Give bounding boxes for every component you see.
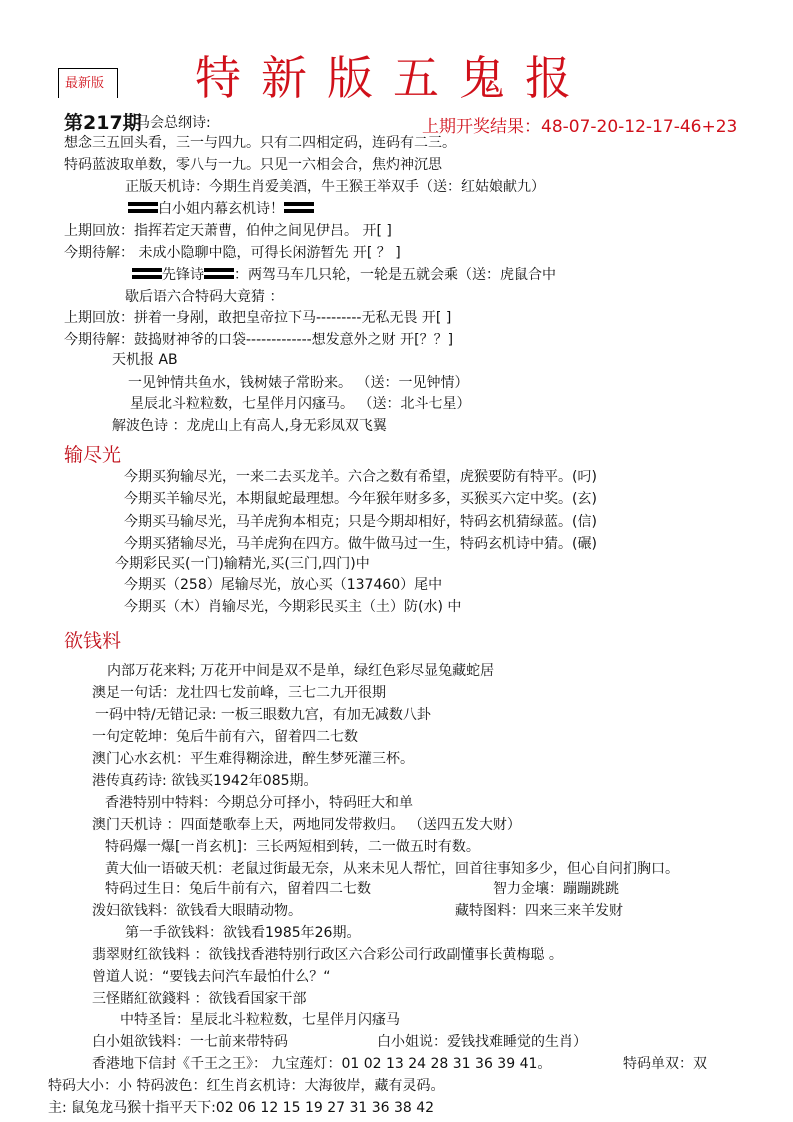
bars-icon — [132, 268, 162, 280]
text-line: 智力金壤：蹦蹦跳跳 — [493, 881, 619, 897]
line-text: 白小姐内幕玄机诗！ — [158, 201, 284, 217]
text-line: 第一手欲钱料：欲钱看1985年26期。 — [125, 925, 361, 941]
text-line: 今期待解： 未成小隐聊中隐，可得长闲游暂先 开[ ？ ] — [64, 245, 401, 261]
text-line: 中特圣旨：星辰北斗粒粒数，七星伴月闪瘙马 — [120, 1012, 400, 1028]
issue-number: 第217期 — [64, 112, 142, 134]
text-line: 澳门心水玄机：平生难得糊涂进，醉生梦死灌三杯。 — [92, 751, 414, 767]
section-title-lose-all: 输尽光 — [64, 444, 122, 466]
text-line: 一见钟情共鱼水，钱树婊子常盼来。 （送：一见钟情） — [128, 375, 469, 391]
text-line: 正版天机诗：今期生肖爱美酒，牛王猴王举双手（送：红姑娘献九） — [125, 179, 545, 195]
text-line: 特码单双：双 — [623, 1056, 707, 1072]
bars-icon — [284, 202, 314, 214]
text-line: 今期买（木）肖输尽光，今期彩民买主（土）防(水) 中 — [124, 599, 462, 615]
text-line: 白小姐欲钱料：一七前来带特码 — [92, 1034, 288, 1050]
text-line: 今期彩民买(一门)输精光,买(三门,四门)中 — [115, 556, 370, 572]
text-line: 港传真药诗: 欲钱买1942年085期。 — [92, 773, 318, 789]
text-line: 曾道人说：“要钱去问汽车最怕什么？“ — [92, 969, 331, 985]
line-text: 先锋诗 — [162, 267, 204, 283]
text-line: 一句定乾坤：兔后牛前有六，留着四二七数 — [92, 729, 358, 745]
section-title-money-tips: 欲钱料 — [64, 630, 122, 652]
text-line: 特码蓝波取单数，零八与一九。只见一六相会合，焦灼神沉思 — [64, 157, 442, 173]
text-line: 黄大仙一语破天机：老鼠过街最无奈，从来未见人帮忙，回首往事知多少，但心自问扪胸口。 — [105, 861, 679, 877]
text-line: 今期待解：鼓捣财神爷的口袋-------------想发意外之财 开[？？] — [64, 332, 454, 348]
text-line: 特码爆一爆[一肖玄机]：三长两短相到转，二一做五时有数。 — [105, 839, 480, 855]
text-line: 特码大小：小 特码波色：红生肖玄机诗：大海彼岸，藏有灵码。 — [48, 1078, 445, 1094]
text-line: 解波色诗 ：龙虎山上有高人,身无彩凤双飞翼 — [112, 418, 387, 434]
text-line: 一码中特/无错记录: 一板三眼数九宫，有加无减数八卦 — [95, 707, 431, 723]
last-draw-result: 上期开奖结果：48-07-20-12-17-46+23 — [422, 117, 738, 137]
text-line: 泼妇欲钱料：欲钱看大眼睛动物。 — [92, 903, 302, 919]
line-text: ：两驾马车几只轮，一轮是五就会乘（送：虎鼠合中 — [234, 267, 556, 283]
latest-edition-badge: 最新版 — [58, 68, 118, 98]
text-line: 澳足一句话：龙壮四七发前峰，三七二九开很期 — [92, 685, 386, 701]
text-line: 上期回放：拼着一身剐，敢把皇帝拉下马---------无私无畏 开[ ] — [64, 310, 452, 326]
page-title: 特新版五鬼报 — [195, 51, 591, 105]
text-line: 香港地下信封《千王之王》： 九宝莲灯：01 02 13 24 28 31 36 39 41。 — [92, 1056, 552, 1072]
text-line: 主: 鼠兔龙马猴十指平天下:02 06 12 15 19 27 31 36 38 42 — [48, 1100, 435, 1116]
text-line: 天机报 AB — [112, 352, 178, 368]
bars-icon — [128, 202, 158, 214]
text-line: 翡翠财红欲钱料 ：欲钱找香港特别行政区六合彩公司行政副懂事长黄梅聪 。 — [92, 947, 563, 963]
poem-label: 马会总纲诗: — [136, 115, 211, 131]
bars-icon — [204, 268, 234, 280]
text-line: 藏特图料：四来三来羊发财 — [455, 903, 623, 919]
text-line — [128, 200, 314, 218]
text-line — [132, 266, 556, 284]
text-line: 上期回放：指挥若定天萧曹，伯仲之间见伊吕。 开[ ] — [64, 223, 392, 239]
text-line: 今期买（258）尾输尽光，放心买（137460）尾中 — [124, 577, 443, 593]
text-line: 今期买猪输尽光，马羊虎狗在四方。做牛做马过一生，特码玄机诗中猜。(碾) — [124, 536, 597, 552]
text-line: 今期买狗输尽光，一来二去买龙羊。六合之数有希望，虎猴要防有特平。(叼) — [124, 469, 597, 485]
text-line: 三怪賭紅欲錢料 ：欲钱看国家干部 — [92, 991, 307, 1007]
text-line: 特码过生日：兔后牛前有六，留着四二七数 — [105, 881, 371, 897]
text-line: 香港特别中特料：今期总分可择小，特码旺大和单 — [105, 795, 413, 811]
text-line: 星辰北斗粒粒数，七星伴月闪瘙马。 （送：北斗七星） — [130, 396, 471, 412]
text-line: 歇后语六合特码大竟猜 ： — [125, 289, 284, 305]
text-line: 内部万花来料; 万花开中间是双不是单，绿红色彩尽显兔藏蛇居 — [107, 663, 495, 679]
text-line: 白小姐说：爱钱找难睡觉的生肖） — [377, 1034, 587, 1050]
text-line: 今期买羊输尽光，本期鼠蛇最理想。今年猴年财多多，买猴买六定中奖。(玄) — [124, 491, 597, 507]
text-line: 今期买马输尽光，马羊虎狗本相克；只是今期却相好，特码玄机猜绿蓝。(信) — [124, 514, 597, 530]
text-line: 澳门天机诗 ：四面楚歌奉上天，两地同发带救归。 （送四五发大财） — [92, 817, 521, 833]
text-line: 想念三五回头看，三一与四九。只有二四相定码，连码有二三。 — [64, 135, 456, 151]
